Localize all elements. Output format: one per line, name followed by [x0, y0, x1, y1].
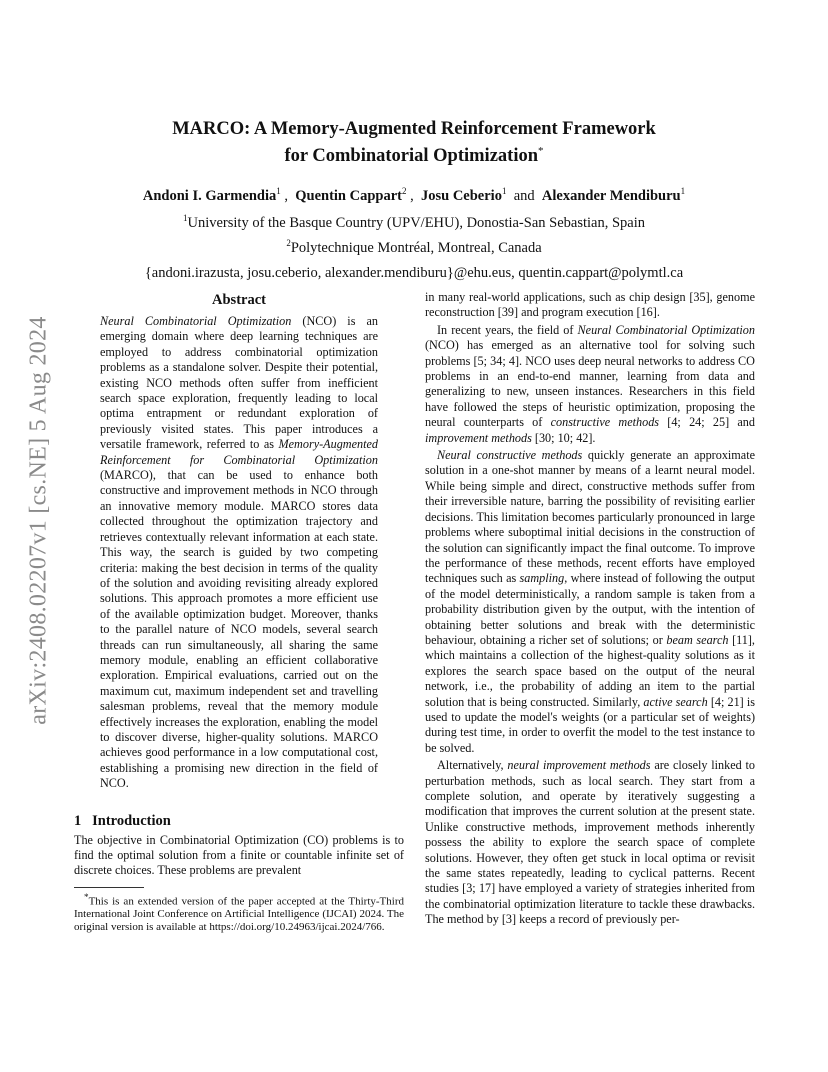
body-emphasis: beam search [666, 632, 729, 647]
body-emphasis: active search [643, 694, 708, 709]
author-name: Andoni I. Garmendia [142, 187, 277, 204]
body-emphasis: Neural constructive methods [437, 448, 583, 463]
author-conjunction: and [513, 187, 535, 204]
body-paragraph: The objective in Combinatorial Optimization (CO) problems is to find the optimal solution from a finite or countable infinite set of discrete choices. These problems are prevalent [74, 832, 404, 878]
body-text: , where instead of following the output of the model deterministically, a random sample is taken from a probability distribution given by the output, with the intention of obtaining better solutions and break with the deterministic behaviour, obtaining a richer set of solutions; or [425, 571, 755, 647]
author-name: Quentin Cappart [295, 187, 402, 204]
body-text: quickly generate an approximate solution in a one-shot manner by means of a learnt neural model. While being simple and direct, constructive methods suffer from their irreversible nature, barring the possibility of revisiting earlier decisions. This limitation becomes particularly pronounced in large problems where suboptimal initial decisions in the construction of the solution can significantly impact the final outcome. To improve the performance of these methods, recent efforts have employed techniques such as [425, 448, 755, 586]
body-emphasis: improvement methods [425, 430, 532, 445]
affiliation-mark: 2 [286, 237, 291, 248]
body-emphasis: constructive methods [550, 415, 660, 430]
abstract-emphasis: Memory-Augmented Reinforcement for Combinatorial Optimization [100, 437, 378, 467]
body-paragraph [425, 758, 755, 927]
section-number: 1 [74, 812, 82, 829]
body-paragraph [425, 448, 755, 756]
affiliation [60, 208, 768, 233]
body-emphasis: sampling [519, 571, 565, 586]
abstract-text: (MARCO), that can be used to enhance both constructive and improvement methods in NCO through an innovative memory module. MARCO stores data collected throughout the optimization trajectory and retrieves contextually relevant information at each state. This way, the search is guided by two competing criteria: making the best decision in terms of the quality of the solution and avoiding revisiting already explored solutions. This approach promotes a more efficient use of the available optimization budget. Moreover, thanks to the parallel nature of NCO models, several search threads can run simultaneously, all sharing the same memory module, enabling an efficient collaborative exploration. Empirical evaluations, carried out on the maximum cut, maximum independent set and travelling salesman problems, reveal that the memory module effectively increases the exploration, enabling the model to discover diverse, higher-quality solutions. MARCO achieves good performance in a low computational cost, establishing a promising new direction in the field of NCO. [100, 468, 378, 791]
section-heading-introduction [74, 812, 404, 830]
title-line-2: for Combinatorial Optimization [284, 146, 538, 167]
footnote-mark: * [84, 891, 89, 902]
body-text: [4; 21] is used to update the model's weights (or a particular set of weights) during test time, in order to overfit the model to the test instance to be solved. [425, 694, 755, 755]
title-line-1: MARCO: A Memory-Augmented Reinforcement Framework [172, 119, 656, 139]
author-affiliation-mark: 1 [501, 186, 507, 197]
left-column [74, 290, 404, 934]
arxiv-side-stamp [20, 270, 58, 770]
body-emphasis: Neural Combinatorial Optimization [577, 322, 755, 337]
arxiv-identifier: arXiv:2408.02207v1 [cs.NE] 5 Aug 2024 [25, 315, 52, 725]
section-title: Introduction [92, 812, 171, 829]
body-text: [11], which maintains a collection of the highest-quality solutions as it explores the search space based on the output of the neural network, i.e., the probability of adding an item to the partial solution that is being constructed. Similarly, [425, 632, 755, 709]
footnote-text: This is an extended version of the paper accepted at the Thirty-Third International Joint Conference on Artificial Intelligence (IJCAI) 2024. The original version is available at https://doi.org/10.24963/ijcai.2024/766. [74, 895, 404, 934]
body-text: [30; 10; 42]. [531, 430, 596, 445]
author-list: Andoni I. Garmendia$^1$ , Quentin Cappart$^2$ , Josu Ceberio$^1$ and Alexander Mendiburu$^1$ [142, 186, 686, 204]
paper-header [60, 118, 768, 283]
body-text: [4; 24; 25] and [659, 415, 755, 430]
abstract-emphasis: Neural Combinatorial Optimization [100, 314, 292, 328]
introduction-body-right [425, 290, 755, 928]
author-affiliation-mark: 1 [680, 186, 686, 197]
affiliation-text: University of the Basque Country (UPV/EHU), Donostia-San Sebastian, Spain [187, 214, 645, 231]
introduction-body-left [74, 833, 404, 879]
author-emails: {andoni.irazusta, josu.ceberio, alexander.mendiburu}@ehu.eus, quentin.cappart@polymtl.ca [144, 264, 684, 281]
body-paragraph [425, 323, 755, 446]
body-emphasis: neural improvement methods [507, 758, 651, 773]
affiliation-text: Polytechnique Montréal, Montreal, Canada [290, 239, 542, 256]
body-paragraph: in many real-world applications, such as chip design [35], genome reconstruction [39] and program execution [16]. [425, 290, 755, 320]
right-column [425, 290, 755, 930]
author-affiliation-mark: 1 [276, 186, 281, 197]
abstract-text: (NCO) is an emerging domain where deep learning techniques are employed to address combinatorial optimization problems as a standalone solver. Despite their potential, existing NCO methods often suffer from inefficient search space exploration, frequently leading to local optima entrapment or redundant exploration of previously visited states. This paper introduces a versatile framework, referred to as [100, 314, 378, 452]
paper-title [60, 118, 768, 167]
abstract-paragraph [100, 314, 378, 792]
body-text: are closely linked to perturbation methods, such as local search. They start from a complete solution, and operate by iteratively suggesting a modification that improves the current solution at the present state. Unlike constructive methods, improvement methods inherently possess the ability to explore the search space of complete solutions. However, they often get stuck in local optima or revisit the same states repeatedly, leading to cyclical patterns. Recent studies [3; 17] have employed a variety of strategies inherited from the combinatorial optimization literature to tackle these drawbacks. The method by [3] keeps a record of previously per- [425, 758, 755, 927]
affiliation-mark: 1 [182, 212, 188, 223]
title-footnote-mark: * [538, 145, 544, 157]
body-text: In recent years, the field of [437, 322, 578, 337]
author-name: Josu Ceberio [421, 187, 502, 204]
abstract-body [74, 314, 404, 792]
author-affiliation-mark: 2 [402, 186, 407, 197]
abstract-heading: Abstract [212, 292, 266, 308]
footnote [74, 891, 404, 935]
body-text: Alternatively, [437, 758, 508, 773]
affiliation [60, 233, 768, 258]
footnote-divider [74, 887, 144, 888]
author-name: Alexander Mendiburu [541, 187, 681, 204]
body-text: (NCO) has emerged as an alternative tool for solving such problems [5; 34; 4]. NCO uses deep neural networks to address CO problems in an end-to-end manner, learning from data and generalizing to new, unseen instances. Researchers in this field have followed the steps of heuristic optimization, proposing the neural counterparts of [425, 338, 755, 430]
